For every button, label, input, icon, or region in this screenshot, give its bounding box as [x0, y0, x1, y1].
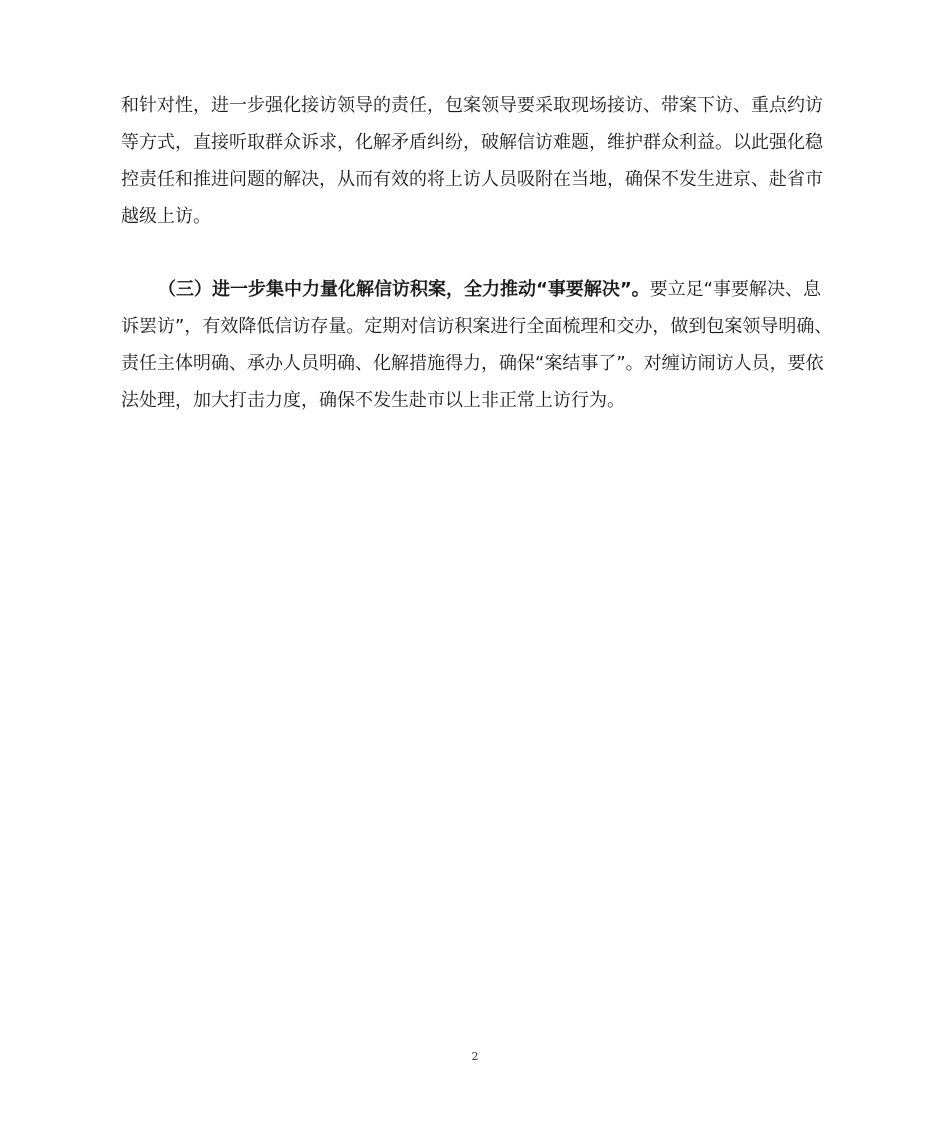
- paragraph-2-line-1: [158, 278, 821, 302]
- section-heading: （三）进一步集中力量化解信访积案，全力推动“事要解决”。: [158, 279, 650, 300]
- page-number: 2: [471, 1050, 479, 1063]
- paragraph-2-line-1-rest: 要立足“事要解决、息: [649, 279, 821, 300]
- paragraph-1-line-4: 越级上访。: [121, 206, 211, 227]
- paragraph-1-line-3: 控责任和推进问题的解决，从而有效的将上访人员吸附在当地，确保不发生进京、赴省市: [121, 169, 823, 190]
- paragraph-1-line-1: 和针对性，进一步强化接访领导的责任，包案领导要采取现场接访、带案下访、重点约访: [121, 95, 823, 116]
- paragraph-2-line-2: 诉罢访”，有效降低信访存量。定期对信访积案进行全面梳理和交办，做到包案领导明确、: [121, 316, 833, 337]
- paragraph-1-line-2: 等方式，直接听取群众诉求，化解矛盾纠纷，破解信访难题，维护群众利益。以此强化稳: [121, 132, 823, 153]
- paragraph-2-line-3: 责任主体明确、承办人员明确、化解措施得力，确保“案结事了”。对缠访闹访人员，要依: [121, 353, 824, 374]
- paragraph-2-line-4: 法处理，加大打击力度，确保不发生赴市以上非正常上访行为。: [121, 390, 625, 411]
